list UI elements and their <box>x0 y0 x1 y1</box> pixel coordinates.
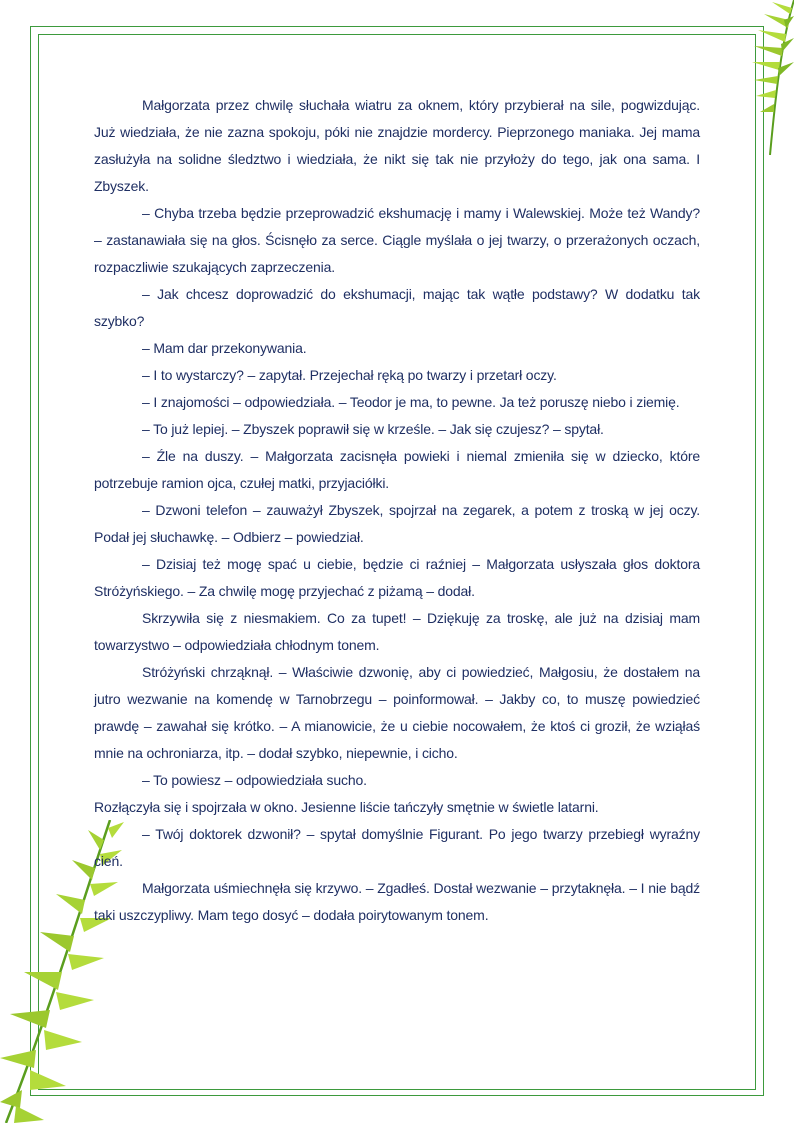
paragraph: – I to wystarczy? – zapytał. Przejechał ręką po twarzy i przetarł oczy. <box>142 367 557 383</box>
paragraph: – Mam dar przekonywania. <box>142 340 307 356</box>
paragraph: – Chyba trzeba będzie przeprowadzić ekshumację i mamy i Walewskiej. Może też Wandy? – zastanawiała się na głos. Ścisnęło za serce. Ciągle myślała o jej twarzy, o przerażonych oczach, rozpaczliwie szukających zaprzeczenia. <box>94 205 700 275</box>
paragraph: Skrzywiła się z niesmakiem. Co za tupet! – Dziękuję za troskę, ale już na dzisiaj mam towarzystwo – odpowiedziała chłodnym tonem. <box>94 610 700 653</box>
paragraph: Stróżyński chrząknął. – Właściwie dzwonię, aby ci powiedzieć, Małgosiu, że dostałem na jutro wezwanie na komendę w Tarnobrzegu – poinformował. – Jakby co, to muszę powiedzieć prawdę – zawahał się krótko. – A mianowicie, że u ciebie nocowałem, że ktoś ci groził, że wziąłaś mnie na ochroniarza, itp. – dodał szybko, niepewnie, i cicho. <box>94 664 700 761</box>
paragraph: – I znajomości – odpowiedziała. – Teodor je ma, to pewne. Ja też poruszę niebo i ziemię. <box>142 394 680 410</box>
paragraph: – Źle na duszy. – Małgorzata zacisnęła powieki i niemal zmieniła się w dziecko, które potrzebuje ramion ojca, czułej matki, przyjaciółki. <box>94 448 700 491</box>
paragraph: – Dzwoni telefon – zauważył Zbyszek, spojrzał na zegarek, a potem z troską w jej oczy. Podał jej słuchawkę. – Odbierz – powiedział. <box>94 502 700 545</box>
fern-leaf-icon <box>734 0 794 155</box>
paragraph: Małgorzata uśmiechnęła się krzywo. – Zgadłeś. Dostał wezwanie – przytaknęła. – I nie bądź taki uszczypliwy. Mam tego dosyć – dodała poirytowanym tonem. <box>94 880 700 923</box>
paragraph: – To już lepiej. – Zbyszek poprawił się w krześle. – Jak się czujesz? – spytał. <box>142 421 604 437</box>
paragraph: – Dzisiaj też mogę spać u ciebie, będzie ci raźniej – Małgorzata usłyszała głos doktora Stróżyńskiego. – Za chwilę mogę przyjechać z piżamą – dodał. <box>94 556 700 599</box>
paragraph: Rozłączyła się i spojrzała w okno. Jesienne liście tańczyły smętnie w świetle latarni. <box>94 799 599 815</box>
paragraph: – To powiesz – odpowiedziała sucho. <box>142 772 367 788</box>
paragraph: – Jak chcesz doprowadzić do ekshumacji, mając tak wątłe podstawy? W dodatku tak szybko? <box>94 286 700 329</box>
paragraph: – Twój doktorek dzwonił? – spytał domyślnie Figurant. Po jego twarzy przebiegł wyraźny cień. <box>94 826 700 869</box>
paragraph: Małgorzata przez chwilę słuchała wiatru za oknem, który przybierał na sile, pogwizdując. Już wiedziała, że nie zazna spokoju, póki nie znajdzie mordercy. Pieprzonego maniaka. Jej mama zasłużyła na solidne śledztwo i wiedziała, że nikt się tak nie przyłoży do tego, jak ona sama. I Zbyszek. <box>94 97 700 194</box>
story-text <box>94 92 700 929</box>
